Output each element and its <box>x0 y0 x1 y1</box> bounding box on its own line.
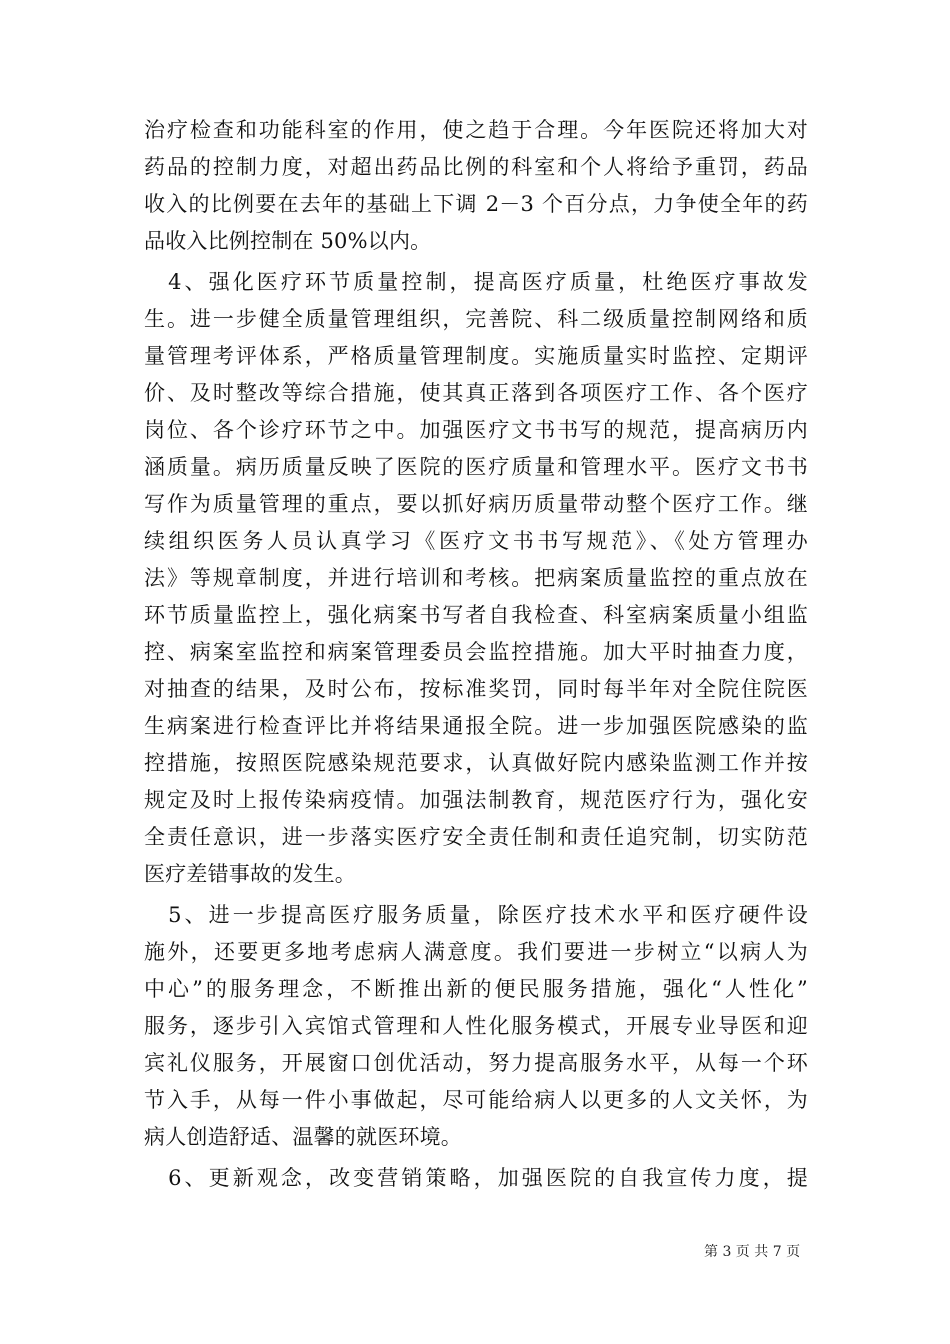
text-line: 法》等规章制度，并进行培训和考核。把病案质量监控的重点放在 <box>144 566 808 590</box>
text-line: 5、进一步提高医疗服务质量，除医疗技术水平和医疗硬件设 <box>144 903 808 927</box>
text-line: 中心”的服务理念，不断推出新的便民服务措施，强化“人性化” <box>144 977 808 1001</box>
text-line: 6、更新观念，改变营销策略，加强医院的自我宣传力度，提 <box>144 1166 808 1190</box>
text-line: 对抽查的结果，及时公布，按标准奖罚，同时每半年对全院住院医 <box>144 677 808 701</box>
text-line: 品收入比例控制在 50%以内。 <box>144 229 432 253</box>
text-line: 涵质量。病历质量反映了医院的医疗质量和管理水平。医疗文书书 <box>144 455 808 479</box>
text-line: 收入的比例要在去年的基础上下调 2－3 个百分点，力争使全年的药 <box>144 192 808 216</box>
body-text <box>144 112 808 1197</box>
text-line: 控措施，按照医院感染规范要求，认真做好院内感染监测工作并按 <box>144 751 808 775</box>
text-line: 续组织医务人员认真学习《医疗文书书写规范》、《处方管理办 <box>144 529 808 553</box>
text-line: 病人创造舒适、温馨的就医环境。 <box>144 1125 462 1149</box>
text-line: 节入手，从每一件小事做起，尽可能给病人以更多的人文关怀，为 <box>144 1088 808 1112</box>
text-line: 治疗检查和功能科室的作用，使之趋于合理。今年医院还将加大对 <box>144 118 808 142</box>
text-line: 服务，逐步引入宾馆式管理和人性化服务模式，开展专业导医和迎 <box>144 1014 808 1038</box>
text-line: 施外，还要更多地考虑病人满意度。我们要进一步树立“以病人为 <box>144 940 808 964</box>
text-line: 4、强化医疗环节质量控制，提高医疗质量，杜绝医疗事故发 <box>144 270 808 294</box>
text-line: 量管理考评体系，严格质量管理制度。实施质量实时监控、定期评 <box>144 344 808 368</box>
text-line: 环节质量监控上，强化病案书写者自我检查、科室病案质量小组监 <box>144 603 808 627</box>
text-line: 宾礼仪服务，开展窗口创优活动，努力提高服务水平，从每一个环 <box>144 1051 808 1075</box>
text-line: 岗位、各个诊疗环节之中。加强医疗文书书写的规范，提高病历内 <box>144 418 808 442</box>
page-number: 第 3 页 共 7 页 <box>704 1244 801 1260</box>
text-line: 全责任意识，进一步落实医疗安全责任制和责任追究制，切实防范 <box>144 825 808 849</box>
text-line: 生。进一步健全质量管理组织，完善院、科二级质量控制网络和质 <box>144 307 808 331</box>
text-line: 规定及时上报传染病疫情。加强法制教育，规范医疗行为，强化安 <box>144 788 808 812</box>
text-line: 生病案进行检查评比并将结果通报全院。进一步加强医院感染的监 <box>144 714 808 738</box>
text-line: 控、病案室监控和病案管理委员会监控措施。加大平时抽查力度， <box>144 640 808 664</box>
text-line: 药品的控制力度，对超出药品比例的科室和个人将给予重罚，药品 <box>144 155 808 179</box>
text-line: 价、及时整改等综合措施，使其真正落到各项医疗工作、各个医疗 <box>144 381 808 405</box>
text-line: 医疗差错事故的发生。 <box>144 862 356 886</box>
text-line: 写作为质量管理的重点，要以抓好病历质量带动整个医疗工作。继 <box>144 492 808 516</box>
